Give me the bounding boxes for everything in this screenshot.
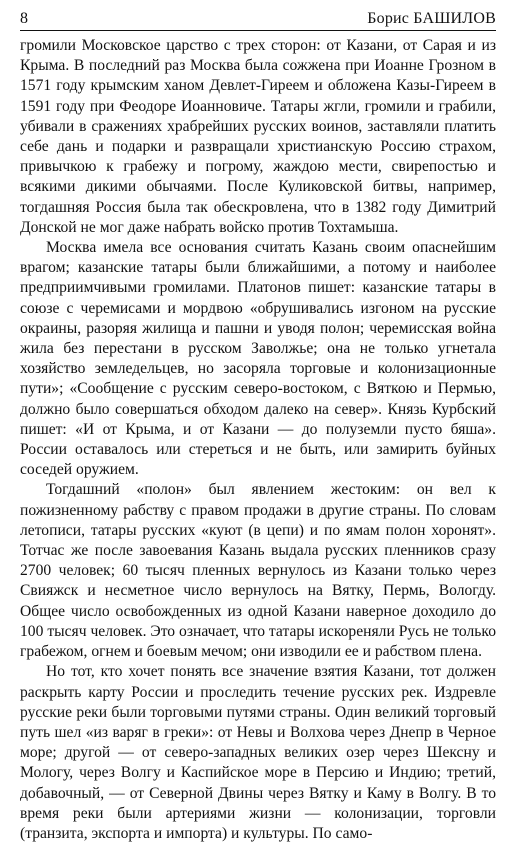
running-head <box>20 8 496 31</box>
page-number: 8 <box>20 10 28 27</box>
paragraph: Москва имела все основания считать Казань своим опаснейшим врагом; казанские татары были ближайшими, а потому и наиболее предприимчивыми громилами. Платонов пишет: казанские татары в союзе с черемисами и мордвою «обрушивались изгоном на русские окраины, разоряя жилища и пашни и уводя полон; черемисская война жила без перестани в русском Заволжье; она не только угнетала хозяйство земледельцев, но засоряла торговые и колонизационные пути»; «Сообщение с русским северо-востоком, с Вяткою и Пермью, должно было совершаться обходом далеко на север». Князь Курбский пишет: «И от Крыма, и от Казани — до полуземли пусто бяша». России оставалось или стереться и не быть, или замирить буйных соседей оружием. <box>20 239 496 479</box>
paragraph-continued: громили Московское царство с трех сторон: от Казани, от Сарая и из Крыма. В последний раз Москва была сожжена при Иоанне Грозном в 1571 году крымским ханом Девлет-Гиреем и обложена Казы-Гиреем в 1591 году при Феодоре Иоанновиче. Татары жгли, громили и грабили, убивали в сражениях храбрейших русских воинов, заставляли платить себе дань и подарки и развращали христианскую Россию страхом, привычкою к грабежу и погрому, жаждою мести, свирепостью и всякими дикими обычаями. После Куликовской битвы, например, тогдашняя Россия была так обескровлена, что в 1382 году Димитрий Донской не мог даже набрать войско против Тохтамыша. <box>20 37 496 236</box>
book-page <box>20 8 496 842</box>
running-title: Борис БАШИЛОВ <box>367 10 496 27</box>
paragraph: Но тот, кто хочет понять все значение взятия Казани, тот должен раскрыть карту России и проследить течение русских рек. Издревле русские реки были торговыми путями страны. Один великий торговый путь шел «из варяг в греки»: от Невы и Волхова через Днепр в Черное море; другой — от северо-западных великих озер через Шексну и Мологу, через Волгу и Каспийское море в Персию и Индию; третий, добавочный, — от Северной Двины через Вятку и Каму в Волгу. В то время реки были артериями жизни — колонизации, торговли (транзита, экспорта и импорта) и культуры. По само- <box>20 663 496 842</box>
paragraph: Тогдашний «полон» был явлением жестоким: он вел к пожизненному рабству с правом продажи в другие страны. По словам летописи, татары русских «куют (в цепи) и по ямам полон хоронят». Тотчас же после завоевания Казань выдала русских пленников сразу 2700 человек; 60 тысяч пленных вернулось из Казани только через Свияжск и несметное число вернулось на Вятку, Пермь, Вологду. Общее число освобожденных из одной Казани наверное доходило до 100 тысяч человек. Это означает, что татары искореняли Русь не только грабежом, огнем и боевым мечом; они изводили ее и рабством плена. <box>20 481 496 661</box>
body-text <box>20 36 496 844</box>
